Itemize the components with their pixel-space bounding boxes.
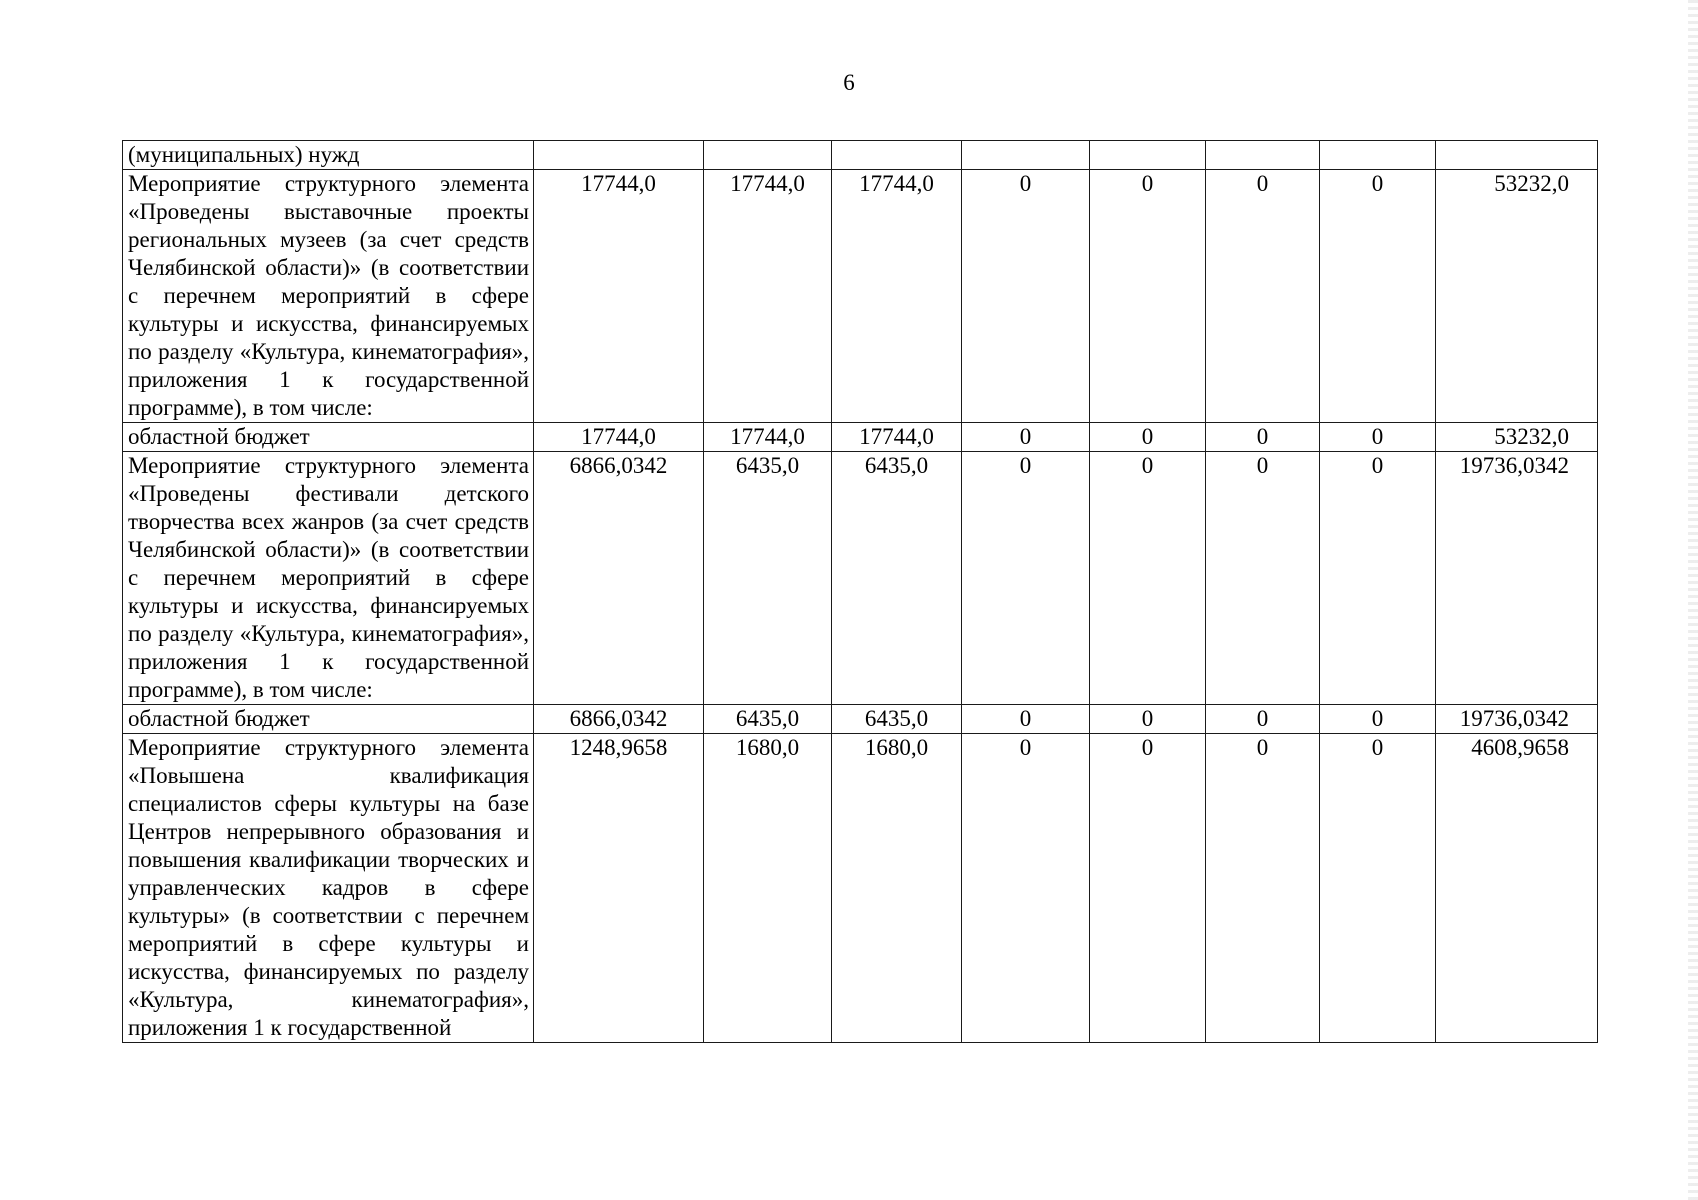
- value-cell: 17744,0: [534, 170, 704, 423]
- table-row: [123, 141, 1598, 170]
- row-description: областной бюджет: [123, 705, 534, 734]
- value-cell: 0: [1090, 452, 1206, 705]
- value-cell: 6435,0: [832, 705, 962, 734]
- total-cell: 19736,0342: [1436, 452, 1598, 705]
- value-cell: 6435,0: [704, 452, 832, 705]
- row-description: областной бюджет: [123, 423, 534, 452]
- value-cell: 17744,0: [832, 423, 962, 452]
- value-cell: 0: [1206, 734, 1320, 1043]
- value-cell: [1206, 141, 1320, 170]
- value-cell: 0: [962, 452, 1090, 705]
- value-cell: [832, 141, 962, 170]
- value-cell: 0: [1320, 452, 1436, 705]
- value-cell: 6866,0342: [534, 452, 704, 705]
- value-cell: 17744,0: [704, 423, 832, 452]
- value-cell: 0: [1090, 423, 1206, 452]
- value-cell: 0: [1320, 423, 1436, 452]
- total-cell: 19736,0342: [1436, 705, 1598, 734]
- value-cell: [1320, 141, 1436, 170]
- value-cell: 0: [962, 170, 1090, 423]
- value-cell: 1680,0: [704, 734, 832, 1043]
- value-cell: 17744,0: [534, 423, 704, 452]
- value-cell: 0: [1206, 170, 1320, 423]
- value-cell: 0: [1320, 170, 1436, 423]
- total-cell: 53232,0: [1436, 170, 1598, 423]
- value-cell: 0: [1206, 452, 1320, 705]
- value-cell: 0: [1206, 705, 1320, 734]
- table-row: [123, 170, 1598, 423]
- value-cell: 17744,0: [832, 170, 962, 423]
- row-description: Мероприятие структурного элемента «Проведены выставочные проекты региональных музеев (за счет средств Челябинской области)» (в соответствии с перечнем мероприятий в сфере культуры и искусства, финансируемых по разделу «Культура, кинематография», приложения 1 к государственной программе), в том числе:: [123, 170, 534, 423]
- value-cell: [534, 141, 704, 170]
- value-cell: 6866,0342: [534, 705, 704, 734]
- value-cell: 0: [962, 734, 1090, 1043]
- total-cell: [1436, 141, 1598, 170]
- scan-edge-artifact: [1688, 0, 1698, 1200]
- value-cell: 0: [1320, 705, 1436, 734]
- value-cell: 0: [1090, 170, 1206, 423]
- value-cell: 6435,0: [704, 705, 832, 734]
- table-row: [123, 452, 1598, 705]
- value-cell: [962, 141, 1090, 170]
- table-row: [123, 705, 1598, 734]
- row-description: Мероприятие структурного элемента «Повышена квалификация специалистов сферы культуры на базе Центров непрерывного образования и повышения квалификации творческих и управленческих кадров в сфере культуры» (в соответствии с перечнем мероприятий в сфере культуры и искусства, финансируемых по разделу «Культура, кинематография», приложения 1 к государственной: [123, 734, 534, 1043]
- total-cell: 4608,9658: [1436, 734, 1598, 1043]
- table-row: [123, 734, 1598, 1043]
- value-cell: 1680,0: [832, 734, 962, 1043]
- row-description: (муниципальных) нужд: [123, 141, 534, 170]
- value-cell: 0: [1320, 734, 1436, 1043]
- value-cell: 0: [1206, 423, 1320, 452]
- budget-table: [122, 140, 1598, 1043]
- value-cell: 0: [962, 705, 1090, 734]
- value-cell: 0: [1090, 734, 1206, 1043]
- total-cell: 53232,0: [1436, 423, 1598, 452]
- value-cell: [1090, 141, 1206, 170]
- value-cell: 0: [962, 423, 1090, 452]
- page-number: 6: [843, 70, 855, 95]
- value-cell: 17744,0: [704, 170, 832, 423]
- value-cell: 1248,9658: [534, 734, 704, 1043]
- row-description: Мероприятие структурного элемента «Проведены фестивали детского творчества всех жанров (за счет средств Челябинской области)» (в соответствии с перечнем мероприятий в сфере культуры и искусства, финансируемых по разделу «Культура, кинематография», приложения 1 к государственной программе), в том числе:: [123, 452, 534, 705]
- value-cell: 6435,0: [832, 452, 962, 705]
- value-cell: 0: [1090, 705, 1206, 734]
- value-cell: [704, 141, 832, 170]
- table-row: [123, 423, 1598, 452]
